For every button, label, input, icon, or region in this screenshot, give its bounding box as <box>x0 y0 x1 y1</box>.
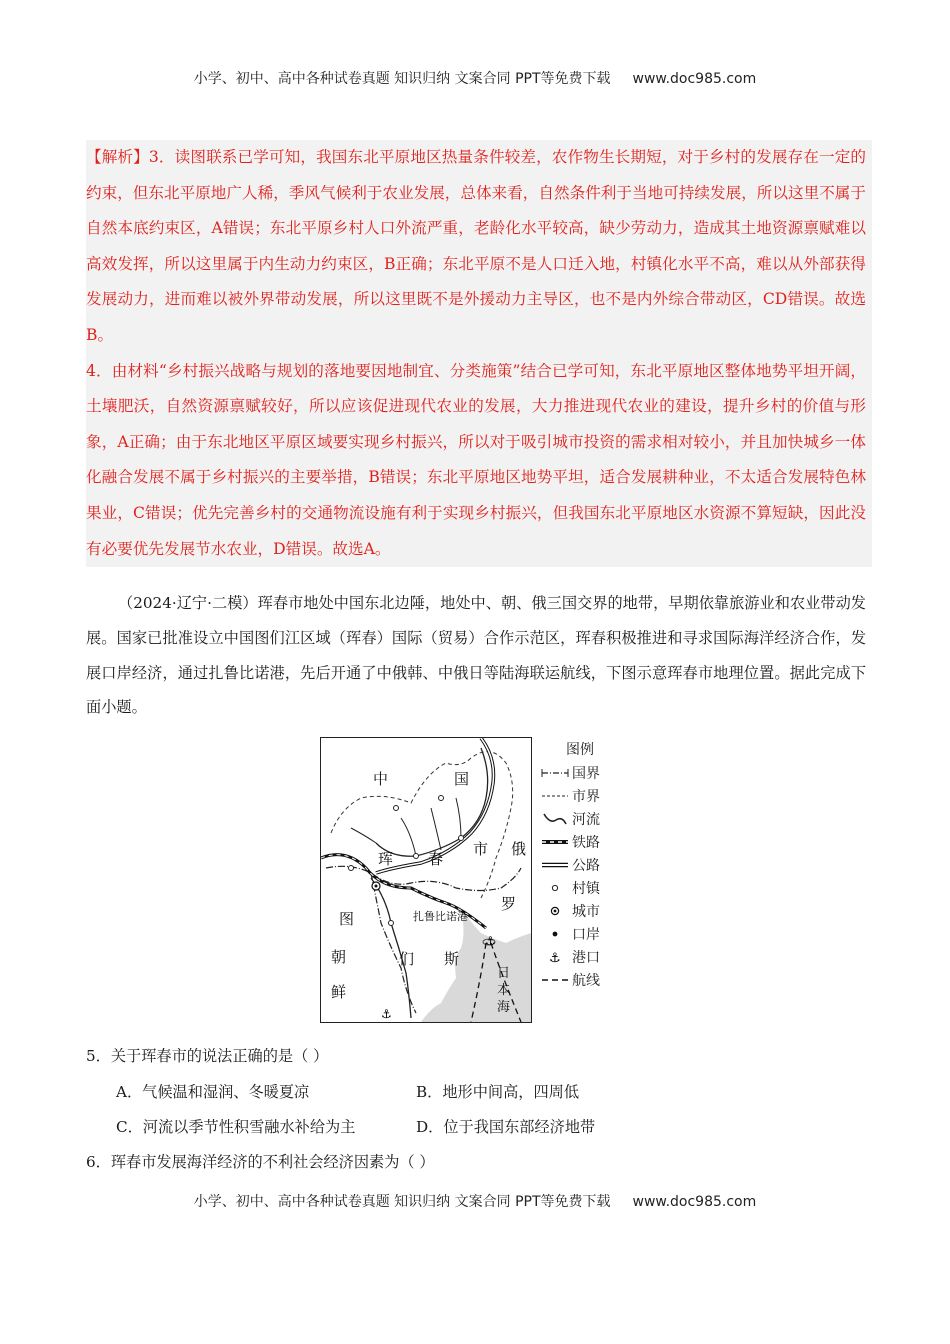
legend-label: 市界 <box>572 789 600 805</box>
analysis-q3-text: 3．读图联系已学可知，我国东北平原地区热量条件较差，农作物生长期短，对于乡村的发展存在一定的约束，但东北平原地广人稀，季风气候利于农业发展，总体来看，自然条件利于当地可持续发展，所以这里不属于自然本底约束区，A错误；东北平原乡村人口外流严重，老龄化水平较高，缺少劳动力，造成其土地资源禀赋难以高效发挥，所以这里属于内生动力约束区，B正确；东北平原不是人口迁入地，村镇化水平不高，难以从外部获得发展动力，进而难以被外界带动发展，所以这里既不是外援动力主导区，也不是内外综合带动区，CD错误。故选B。 <box>86 148 866 344</box>
village-icon <box>540 881 570 895</box>
question-stem: （2024·辽宁·二模）珲春市地处中国东北边陲，地处中、朝、俄三国交界的地带，早期依靠旅游业和农业带动发展。国家已批准设立中国图们江区域（珲春）国际（贸易）合作示范区，珲春积极推进和寻求国际海洋经济合作，发展口岸经济，通过扎鲁比诺港，先后开通了中俄韩、中俄日等陆海联运航线，下图示意珲春市地理位置。据此完成下面小题。 <box>86 594 866 717</box>
page-header <box>0 68 950 88</box>
question-5-option-b[interactable]: B．地形中间高，四周低 <box>416 1083 580 1101</box>
svg-text:⚓: ⚓ <box>381 1007 392 1021</box>
map-label-zhong: 中 <box>373 770 389 788</box>
legend-highway <box>540 855 600 875</box>
legend-railway <box>540 832 600 852</box>
map-label-luo: 罗 <box>501 895 517 913</box>
header-text: 小学、初中、高中各种试卷真题 知识归纳 文案合同 PPT等免费下载 <box>193 71 611 87</box>
legend-city <box>540 901 600 921</box>
legend-label: 公路 <box>572 858 600 874</box>
map-label-men: 们 <box>399 950 415 968</box>
shipping-route-icon <box>540 973 570 987</box>
legend-label: 城市 <box>572 904 600 920</box>
map-label-hai: 海 <box>497 1000 511 1015</box>
question-6-stem: 6．珲春市发展海洋经济的不利社会经济因素为（ ） <box>86 1153 435 1171</box>
question-5-option-a[interactable]: A．气候温和湿润、冬暖夏凉 <box>116 1083 310 1101</box>
legend-port <box>540 947 600 967</box>
national-border-icon <box>540 766 570 780</box>
analysis-q3 <box>86 140 866 354</box>
map-label-si: 斯 <box>444 950 460 968</box>
legend-river <box>540 809 600 829</box>
page-footer <box>0 1191 950 1211</box>
map-label-ben: 本 <box>497 983 511 998</box>
analysis-tag: 【解析】 <box>86 148 149 166</box>
legend-shipping-route <box>540 970 600 990</box>
map-label-tu: 图 <box>339 910 355 928</box>
anchor-icon <box>540 950 570 964</box>
legend-label: 航线 <box>572 973 600 989</box>
map-label-chun: 春 <box>428 850 444 868</box>
legend-label: 河流 <box>572 812 600 828</box>
svg-text:⚓: ⚓ <box>549 951 561 964</box>
legend-label: 国界 <box>572 766 600 782</box>
hunchun-location-map <box>320 737 632 1027</box>
legend-village <box>540 878 600 898</box>
highway-icon <box>540 858 570 872</box>
legend-label: 港口 <box>572 950 600 966</box>
map-label-guo: 国 <box>454 770 470 788</box>
analysis-q4: 4．由材料“乡村振兴战略与规划的落地要因地制宜、分类施策”结合已学可知，东北平原地区整体地势平坦开阔，土壤肥沃，自然资源禀赋较好，所以应该促进现代农业的发展，大力推进现代农业的建设，提升乡村的价值与形象，A正确；由于东北地区平原区域要实现乡村振兴，所以对于吸引城市投资的需求相对较小，并且加快城乡一体化融合发展不属于乡村振兴的主要举措，B错误；东北平原地区地势平坦，适合发展耕种业，不太适合发展特色林果业，C错误；优先完善乡村的交通物流设施有利于实现乡村振兴，但我国东北平原地区水资源不算短缺，因此没有必要优先发展节水农业，D错误。故选A。 <box>86 361 866 558</box>
city-boundary-icon <box>540 789 570 803</box>
map-label-port: 扎鲁比诺港 <box>413 910 468 923</box>
map-label-ri: 日 <box>497 966 511 981</box>
footer-text: 小学、初中、高中各种试卷真题 知识归纳 文案合同 PPT等免费下载 <box>193 1194 611 1210</box>
river-icon <box>540 812 570 826</box>
map-label-chao: 朝 <box>331 948 347 966</box>
svg-text:⚓: ⚓ <box>485 934 496 948</box>
map-label-e: 俄 <box>511 840 527 858</box>
legend-label: 铁路 <box>572 835 600 851</box>
legend-title: 图例 <box>566 742 594 758</box>
map-label-hun: 珲 <box>378 850 394 868</box>
header-url[interactable]: www.doc985.com <box>632 71 757 87</box>
map-label-xian: 鲜 <box>331 983 347 1001</box>
question-5-option-c[interactable]: C．河流以季节性积雪融水补给为主 <box>116 1118 356 1136</box>
question-5-stem: 5．关于珲春市的说法正确的是（ ） <box>86 1047 329 1065</box>
city-icon <box>540 904 570 918</box>
analysis-block <box>86 140 872 567</box>
map-frame <box>320 737 532 1023</box>
map-label-shi: 市 <box>473 840 489 858</box>
checkpoint-icon <box>540 927 570 941</box>
footer-url[interactable]: www.doc985.com <box>632 1194 757 1210</box>
legend-label: 口岸 <box>572 927 600 943</box>
legend-national-border <box>540 763 600 783</box>
railway-icon <box>540 835 570 849</box>
legend-city-boundary <box>540 786 600 806</box>
legend-checkpoint <box>540 924 600 944</box>
legend-label: 村镇 <box>572 881 600 897</box>
question-5-option-d[interactable]: D．位于我国东部经济地带 <box>416 1118 596 1136</box>
